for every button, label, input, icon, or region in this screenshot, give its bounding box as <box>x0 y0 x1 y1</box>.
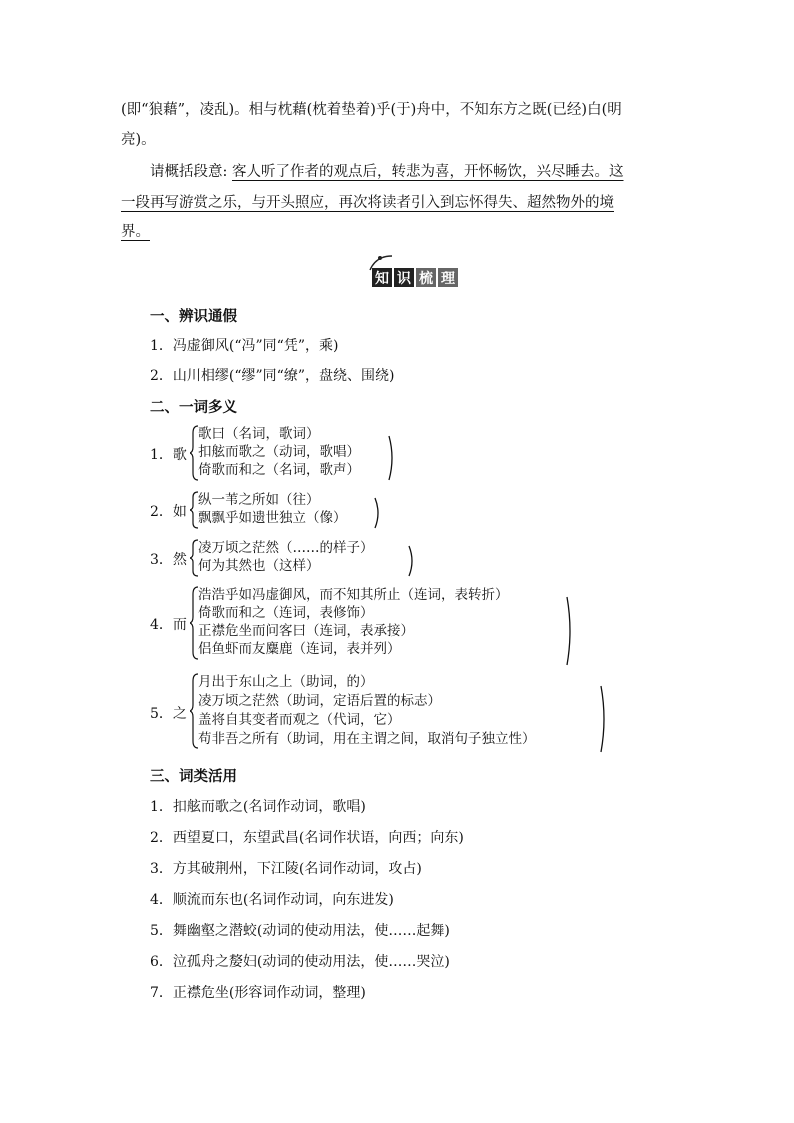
wordclass-item-4: 4．顺流而东也(名词作动词，向东进发) <box>150 892 394 908</box>
polysemy-word: 4．而 <box>150 617 187 633</box>
polysemy-example: 飘飘乎如遗世独立（像） <box>198 510 347 526</box>
polysemy-example: 苟非吾之所有（助词，用在主谓之间，取消句子独立性） <box>198 731 536 747</box>
polysemy-word: 5．之 <box>150 706 187 722</box>
polysemy-example: 何为其然也（这样） <box>198 558 320 574</box>
badge-char-1: 知 <box>372 268 392 287</box>
summary-label: 请概括段意: <box>150 164 228 180</box>
polysemy-word: 3．然 <box>150 552 187 568</box>
wordclass-item-7: 7．正襟危坐(形容词作动词，整理) <box>150 985 366 1001</box>
badge-char-2: 识 <box>394 268 414 287</box>
badge-char-4: 理 <box>438 268 458 287</box>
polysemy-example: 凌万顷之茫然（……的样子） <box>198 540 374 556</box>
polysemy-example: 倚歌而和之（名词，歌声） <box>198 462 360 478</box>
section-heading-2: 二、一词多义 <box>150 400 237 416</box>
badge-char-3: 梳 <box>416 268 436 287</box>
polysemy-example: 月出于东山之上（助词，的） <box>198 674 374 690</box>
wordclass-item-1: 1．扣舷而歌之(名词作动词，歌唱) <box>150 799 366 815</box>
wordclass-item-2: 2．西望夏口，东望武昌(名词作状语，向西；向东) <box>150 830 464 846</box>
wordclass-item-3: 3．方其破荆州，下江陵(名词作动词，攻占) <box>150 861 422 877</box>
polysemy-example: 凌万顷之茫然（助词，定语后置的标志） <box>198 693 441 709</box>
summary-line-1 <box>150 160 624 181</box>
polysemy-example: 正襟危坐而问客曰（连词，表承接） <box>198 623 414 639</box>
wordclass-item-5: 5．舞幽壑之潜蛟(动词的使动用法，使……起舞) <box>150 923 450 939</box>
right-paren-icon <box>388 435 396 481</box>
polysemy-word: 1．歌 <box>150 447 187 463</box>
polysemy-example: 浩浩乎如冯虚御风，而不知其所止（连词，表转折） <box>198 587 509 603</box>
intro-line-2: 亮)。 <box>121 132 156 148</box>
polysemy-example: 倚歌而和之（连词，表修饰） <box>198 605 374 621</box>
summary-line-2: 一段再写游赏之乐，与开头照应，再次将读者引入到忘怀得失、超然物外的境 <box>121 195 614 211</box>
tongjia-item-2: 2．山川相缪(“缪”同“缭”，盘绕、围绕) <box>150 368 395 384</box>
tongjia-item-1: 1．冯虚御风(“冯”同“凭”，乘) <box>150 338 339 354</box>
right-paren-icon <box>408 545 416 577</box>
polysemy-example: 歌曰（名词，歌词） <box>198 426 320 442</box>
wordclass-item-6: 6．泣孤舟之嫠妇(动词的使动用法，使……哭泣) <box>150 954 450 970</box>
polysemy-word: 2．如 <box>150 504 187 520</box>
polysemy-example: 扣舷而歌之（动词，歌唱） <box>198 444 360 460</box>
section-heading-3: 三、词类活用 <box>150 769 237 785</box>
polysemy-example: 盖将自其变者而观之（代词，它） <box>198 712 401 728</box>
summary-line-3: 界。 <box>121 224 150 240</box>
polysemy-example: 纵一苇之所如（往） <box>198 492 320 508</box>
right-paren-icon <box>600 685 608 753</box>
summary-text-1: 客人听了作者的观点后，转悲为喜，开怀畅饮，兴尽睡去。这 <box>232 164 624 180</box>
intro-line-1: (即“狼藉”，凌乱)。相与枕藉(枕着垫着)乎(于)舟中，不知东方之既(已经)白(明 <box>121 102 622 118</box>
right-paren-icon <box>374 497 382 529</box>
section-heading-1: 一、辨识通假 <box>150 309 237 325</box>
right-paren-icon <box>566 596 574 666</box>
polysemy-example: 侣鱼虾而友麋鹿（连词，表并列） <box>198 641 401 657</box>
